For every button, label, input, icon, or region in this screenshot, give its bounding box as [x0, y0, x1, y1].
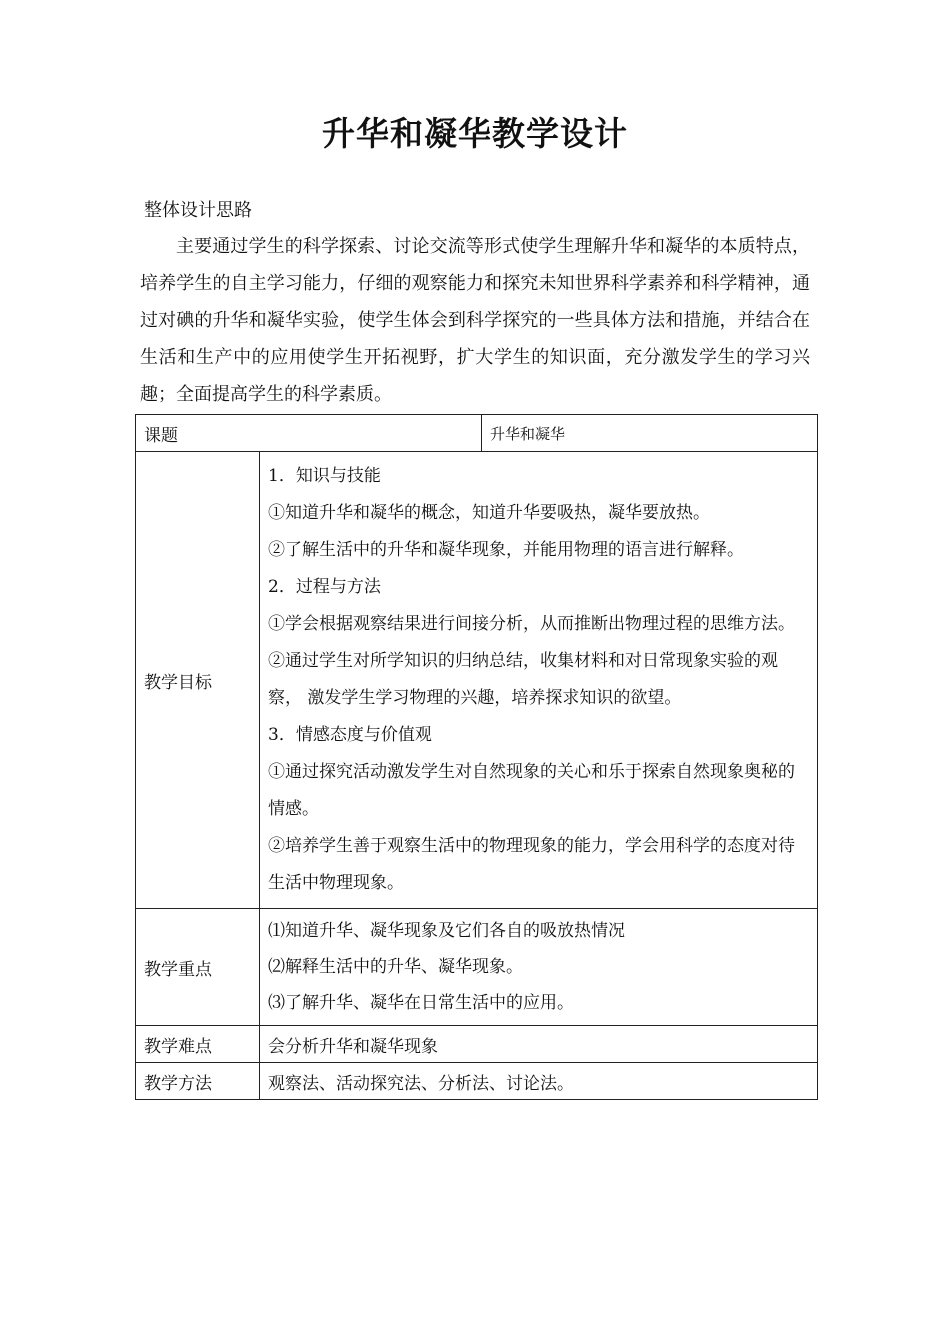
intro-paragraph: 主要通过学生的科学探索、讨论交流等形式使学生理解升华和凝华的本质特点，培养学生的自主学习能力，仔细的观察能力和探究未知世界科学素养和科学精神，通过对碘的升华和凝华实验，使学生体会到科学探究的一些具体方法和措施，并结合在生活和生产中的应用使学生开拓视野，扩大学生的知识面，充分激发学生的学习兴趣；全面提高学生的科学素质。 — [140, 236, 810, 405]
goals-line: 3．情感态度与价值观 — [268, 725, 432, 745]
difficulties-value: 会分析升华和凝华现象 — [260, 1026, 818, 1063]
subject-label: 课题 — [136, 415, 482, 452]
table-row-goals — [136, 452, 818, 909]
table-row-subject — [136, 415, 818, 452]
methods-value: 观察法、活动探究法、分析法、讨论法。 — [260, 1063, 818, 1100]
table-row-difficulties — [136, 1026, 818, 1063]
goals-line: 2．过程与方法 — [268, 577, 381, 597]
goals-line: ②通过学生对所学知识的归纳总结，收集材料和对日常现象实验的观察， 激发学生学习物理的兴趣，培养探求知识的欲望。 — [268, 651, 778, 708]
subject-value: 升华和凝华 — [482, 415, 818, 452]
lesson-plan-table — [135, 414, 818, 1100]
goals-label: 教学目标 — [136, 452, 260, 909]
section-heading: 整体设计思路 — [144, 200, 252, 221]
key-point-line: ⑶了解升华、凝华在日常生活中的应用。 — [268, 993, 574, 1013]
key-point-line: ⑴知道升华、凝华现象及它们各自的吸放热情况 — [268, 921, 625, 941]
document-title: 升华和凝华教学设计 — [322, 114, 628, 153]
goals-line: 1．知识与技能 — [268, 466, 381, 486]
table-row-methods — [136, 1063, 818, 1100]
goals-line: ②培养学生善于观察生活中的物理现象的能力，学会用科学的态度对待生活中物理现象。 — [268, 836, 795, 893]
goals-content — [260, 452, 818, 909]
key-points-content — [260, 909, 818, 1026]
methods-label: 教学方法 — [136, 1063, 260, 1100]
table-row-key-points — [136, 909, 818, 1026]
key-point-line: ⑵解释生活中的升华、凝华现象。 — [268, 957, 523, 977]
difficulties-label: 教学难点 — [136, 1026, 260, 1063]
goals-line: ①学会根据观察结果进行间接分析，从而推断出物理过程的思维方法。 — [268, 614, 795, 634]
goals-line: ①通过探究活动激发学生对自然现象的关心和乐于探索自然现象奥秘的情感。 — [268, 762, 795, 819]
goals-line: ②了解生活中的升华和凝华现象，并能用物理的语言进行解释。 — [268, 540, 744, 560]
key-points-label: 教学重点 — [136, 909, 260, 1026]
goals-line: ①知道升华和凝华的概念，知道升华要吸热，凝华要放热。 — [268, 503, 710, 523]
